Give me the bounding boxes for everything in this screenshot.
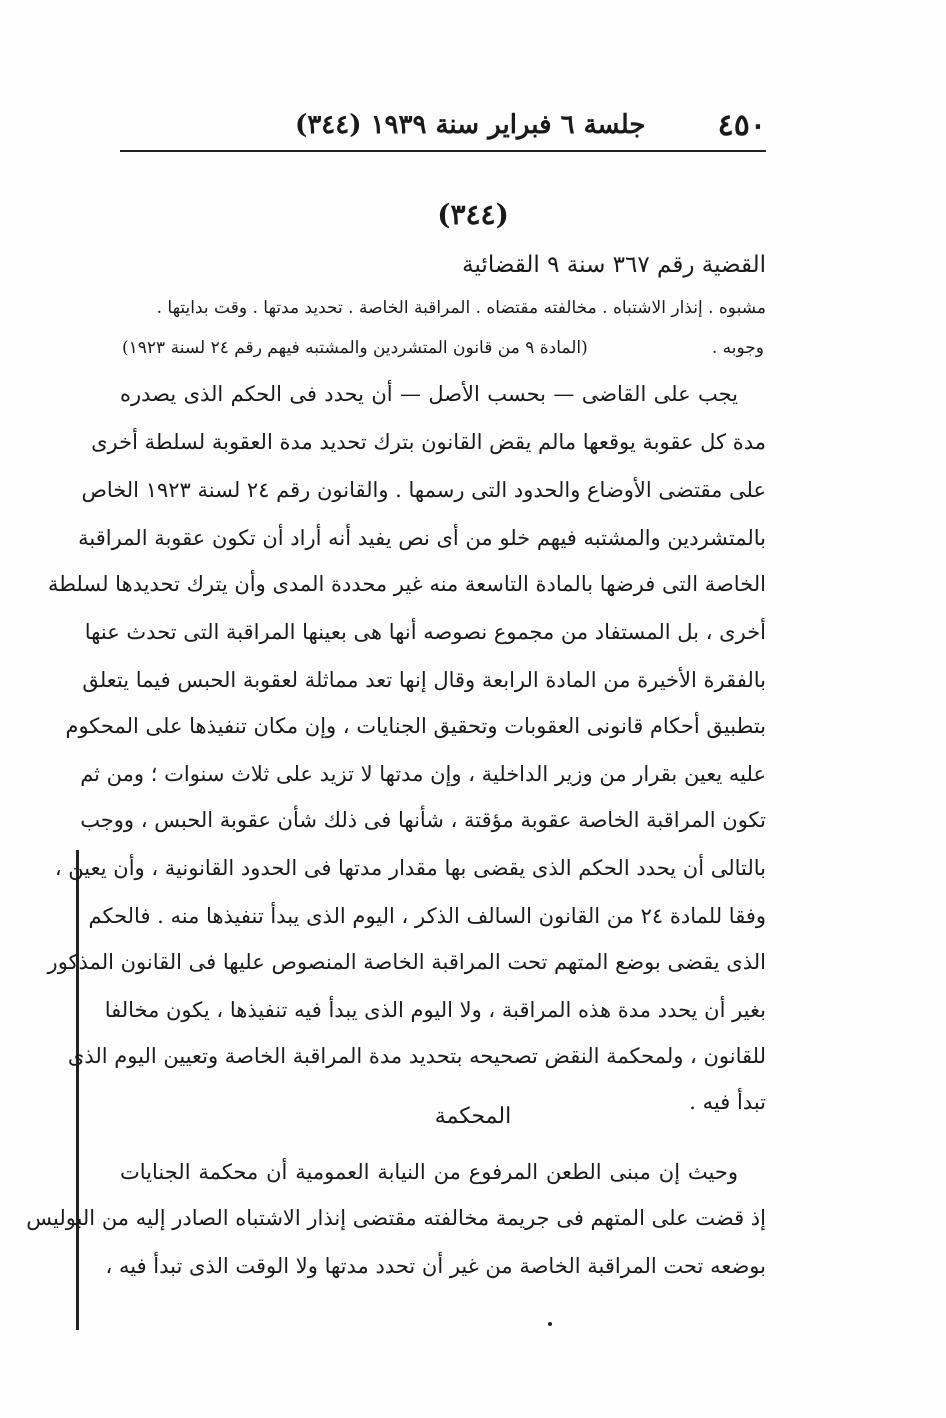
body-line: الذى يقضى بوضع المتهم تحت المراقبة الخاصة المنصوص عليها فى القانون المذكور bbox=[47, 950, 766, 974]
body-line: بغير أن يحدد مدة هذه المراقبة ، ولا اليوم الذى يبدأ فيه تنفيذها ، يكون مخالفا bbox=[104, 998, 766, 1022]
body-line: وفقا للمادة ٢٤ من القانون السالف الذكر ، اليوم الذى يبدأ تنفيذها منه . فالحكم bbox=[88, 904, 766, 928]
margin-rule bbox=[76, 850, 79, 1330]
body-line: أخرى ، بل المستفاد من مجموع نصوصه أنها هى بعينها المراقبة التى تحدث عنها bbox=[84, 620, 766, 644]
court-line: إذ قضت على المتهم فى جريمة مخالفته مقتضى إنذار الاشتباه الصادر إليه من البوليس bbox=[26, 1206, 766, 1230]
section-title: المحكمة bbox=[434, 1104, 512, 1129]
page-header bbox=[120, 108, 766, 148]
case-reference: القضية رقم ٣٦٧ سنة ٩ القضائية bbox=[462, 252, 766, 278]
body-line: تبدأ فيه . bbox=[689, 1090, 766, 1114]
body-line: على مقتضى الأوضاع والحدود التى رسمها . والقانون رقم ٢٤ لسنة ١٩٢٣ الخاص bbox=[81, 478, 766, 502]
body-line: الخاصة التى فرضها بالمادة التاسعة منه غير محددة المدى وأن يترك تحديدها لسلطة bbox=[47, 572, 766, 596]
body-line: للقانون ، ولمحكمة النقض تصحيحه بتحديد مدة المراقبة الخاصة وتعيين اليوم الذى bbox=[67, 1044, 766, 1068]
case-summary-line: مشبوه . إنذار الاشتباه . مخالفته مقتضاه . المراقبة الخاصة . تحديد مدتها . وقت بدايتها . bbox=[156, 298, 766, 318]
body-line: تكون المراقبة الخاصة عقوبة مؤقتة ، شأنها فى ذلك شأن عقوبة الحبس ، ووجب bbox=[80, 808, 766, 832]
body-line: مدة كل عقوبة يوقعها مالم يقض القانون بترك تحديد مدة العقوبة لسلطة أخرى bbox=[91, 430, 766, 454]
body-line: بتطبيق أحكام قانونى العقوبات وتحقيق الجنايات ، وإن مكان تنفيذها على المحكوم bbox=[65, 714, 766, 738]
page-number: ٤٥٠ bbox=[717, 108, 766, 143]
body-line: بالمتشردين والمشتبه فيهم خلو من أى نص يفيد أنه أراد أن تكون عقوبة المراقبة bbox=[78, 526, 766, 550]
case-number: (٣٤٤) bbox=[437, 198, 509, 231]
court-line: وحيث إن مبنى الطعن المرفوع من النيابة العمومية أن محكمة الجنايات bbox=[120, 1160, 738, 1184]
running-head: جلسة ٦ فبراير سنة ١٩٣٩ (٣٤٤) bbox=[295, 110, 646, 140]
case-summary-line: وجوبه . bbox=[711, 338, 764, 358]
court-line: بوضعه تحت المراقبة الخاصة من غير أن تحدد مدتها ولا الوقت الذى تبدأ فيه ، bbox=[105, 1254, 766, 1278]
body-line: عليه يعين بقرار من وزير الداخلية ، وإن مدتها لا تزيد على ثلاث سنوات ؛ ومن ثم bbox=[80, 762, 766, 786]
header-rule bbox=[120, 150, 766, 152]
ink-speck bbox=[548, 1322, 552, 1326]
body-line: يجب على القاضى — بحسب الأصل — أن يحدد فى الحكم الذى يصدره bbox=[120, 382, 738, 406]
body-line: بالتالى أن يحدد الحكم الذى يقضى بها مقدار مدتها فى الحدود القانونية ، وأن يعين ، bbox=[54, 856, 766, 880]
body-line: بالفقرة الأخيرة من المادة الرابعة وقال إنها تعد مماثلة لعقوبة الحبس فيما يتعلق bbox=[82, 668, 766, 692]
case-summary-law-reference: (المادة ٩ من قانون المتشردين والمشتبه فيهم رقم ٢٤ لسنة ١٩٢٣) bbox=[122, 338, 588, 358]
